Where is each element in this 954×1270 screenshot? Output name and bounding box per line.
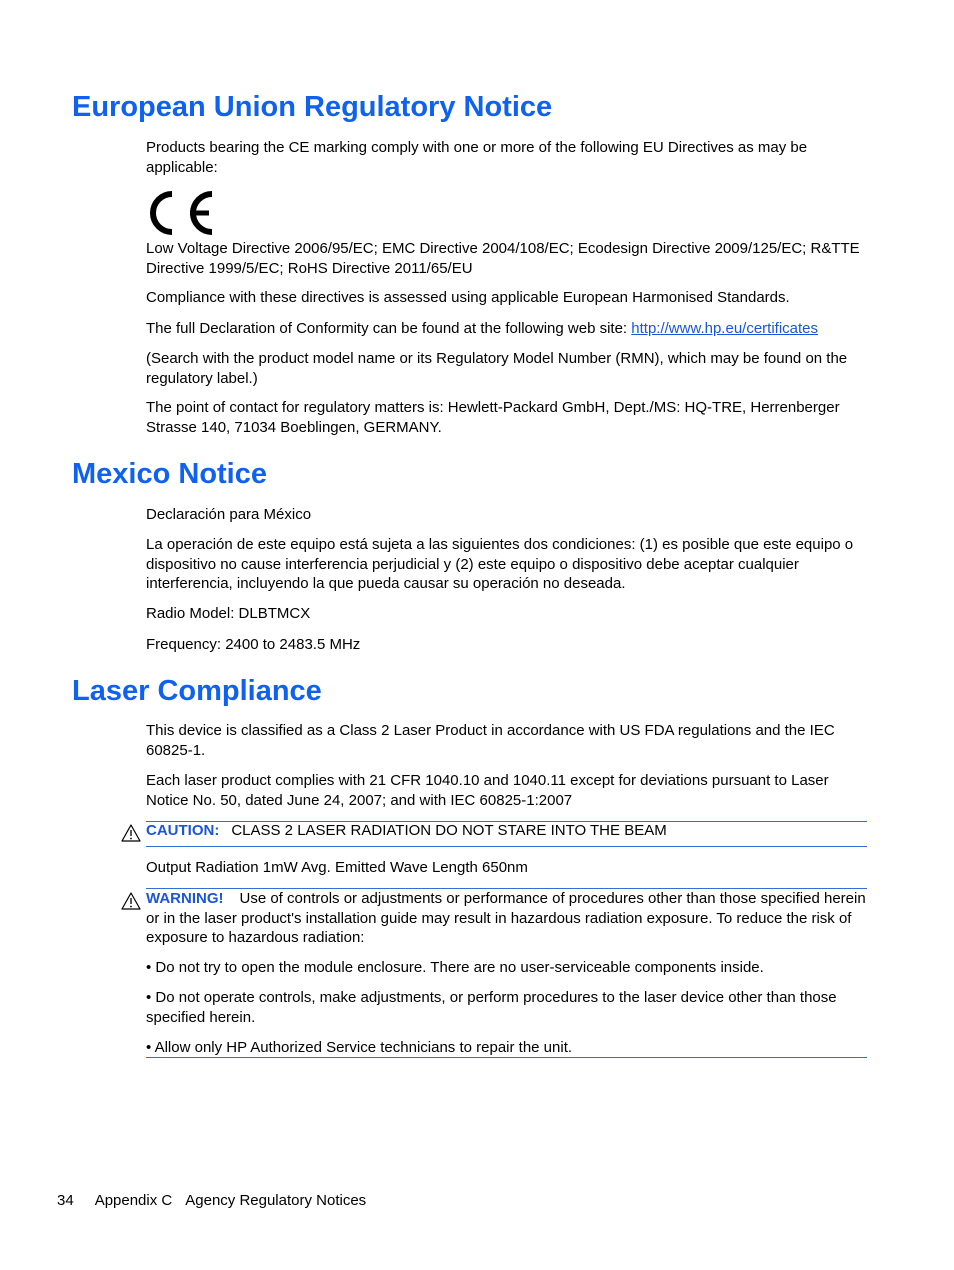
- footer-appendix: Appendix C: [94, 1192, 173, 1209]
- eu-heading: European Union Regulatory Notice: [72, 91, 553, 123]
- caution-bottom-rule: [146, 846, 867, 847]
- eu-declaration: [146, 319, 870, 339]
- radio-model: Radio Model: DLBTMCX: [146, 605, 311, 622]
- frequency: Frequency: 2400 to 2483.5 MHz: [146, 636, 361, 653]
- eu-intro: Products bearing the CE marking comply with one or more of the following EU Directives as may be applicable:: [146, 139, 808, 176]
- laser-classification: This device is classified as a Class 2 Laser Product in accordance with US FDA regulations and the IEC 60825-1.: [146, 722, 835, 759]
- mexico-declaration: Declaración para México: [146, 506, 312, 523]
- eu-declaration-text: The full Declaration of Conformity can be found at the following web site:: [146, 320, 632, 337]
- list-item: • Do not operate controls, make adjustments, or perform procedures to the laser device other than those specified herein.: [146, 989, 837, 1026]
- warning-bottom-rule: [146, 1057, 867, 1058]
- footer-section: Agency Regulatory Notices: [185, 1192, 367, 1209]
- ce-mark-icon: [146, 190, 216, 236]
- output-radiation: Output Radiation 1mW Avg. Emitted Wave Length 650nm: [146, 859, 528, 876]
- page-footer: [57, 1192, 366, 1209]
- caution-text: CLASS 2 LASER RADIATION DO NOT STARE INTO THE BEAM: [231, 822, 667, 839]
- warning-triangle-icon: [121, 892, 141, 910]
- list-item: • Allow only HP Authorized Service technicians to repair the unit.: [146, 1039, 573, 1056]
- laser-heading: Laser Compliance: [72, 675, 322, 707]
- eu-directives: Low Voltage Directive 2006/95/EC; EMC Directive 2004/108/EC; Ecodesign Directive 2009/125/EC; R&TTE Directive 1999/5/EC; RoHS Directive 2011/65/EU: [146, 240, 860, 277]
- list-item: • Do not try to open the module enclosure. There are no user-serviceable components inside.: [146, 959, 764, 976]
- eu-contact: The point of contact for regulatory matters is: Hewlett-Packard GmbH, Dept./MS: HQ-TRE, Herrenberger Strasse 140, 71034 Boeblingen, GERMANY.: [146, 399, 840, 436]
- certificates-link[interactable]: http://www.hp.eu/certificates: [631, 320, 819, 337]
- page-number: 34: [57, 1192, 74, 1209]
- mexico-heading: Mexico Notice: [72, 458, 267, 490]
- warning-notice: [146, 889, 870, 948]
- warning-label: WARNING!: [146, 890, 224, 907]
- warning-triangle-icon: [121, 824, 141, 842]
- warning-text: Use of controls or adjustments or performance of procedures other than those specified herein or in the laser product's installation guide may result in hazardous radiation exposure. To reduce the risk of exposure to hazardous radiation:: [146, 890, 866, 946]
- laser-complies: Each laser product complies with 21 CFR 1040.10 and 1040.11 except for deviations pursuant to Laser Notice No. 50, dated June 24, 2007; and with IEC 60825-1:2007: [146, 772, 829, 809]
- eu-compliance: Compliance with these directives is assessed using applicable European Harmonised Standards.: [146, 289, 790, 306]
- eu-search-note: (Search with the product model name or its Regulatory Model Number (RMN), which may be found on the regulatory label.): [146, 350, 848, 387]
- caution-label: CAUTION:: [146, 822, 220, 839]
- caution-notice: [146, 821, 870, 841]
- mexico-operation: La operación de este equipo está sujeta a las siguientes dos condiciones: (1) es posible que este equipo o dispositivo no cause interferencia perjudicial y (2) este equipo o dispositivo debe aceptar cualquier interferencia, incluyendo la que pueda causar su operación no deseada.: [146, 536, 854, 592]
